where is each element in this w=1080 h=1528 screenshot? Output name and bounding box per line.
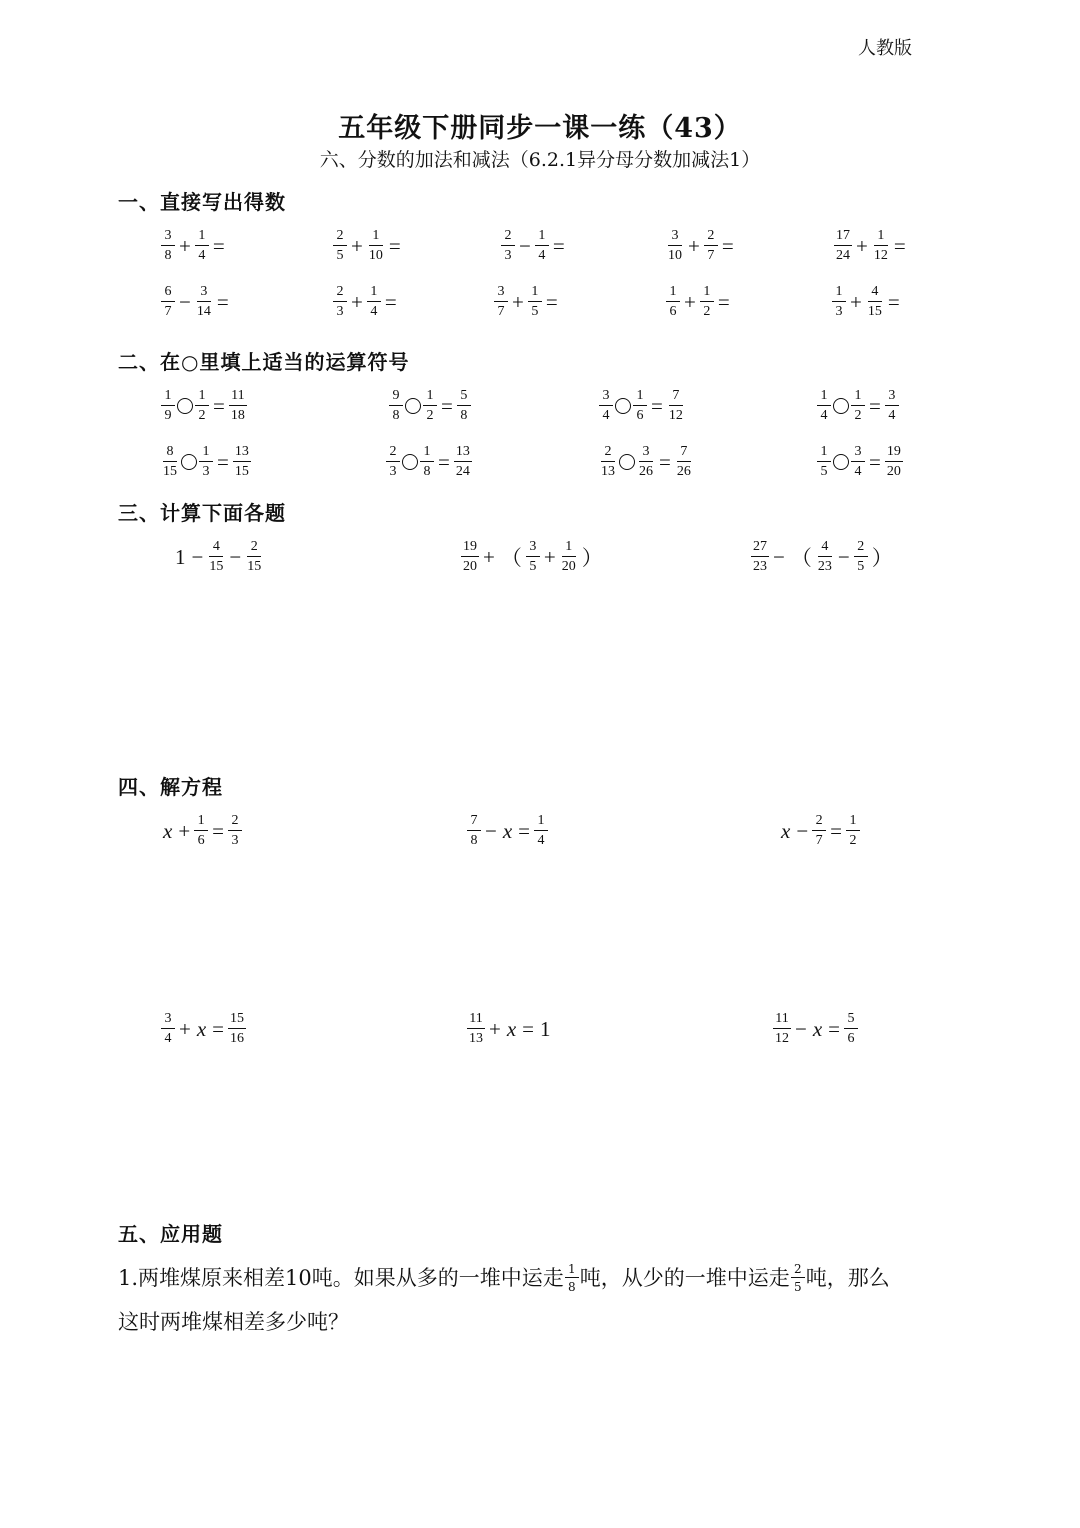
p2-r2-item3: $\frac{2}{13}$ $\frac{3}{26}$ = $\frac{7}{26}$ bbox=[601, 444, 691, 479]
fraction: $\frac{1}{2}$ bbox=[851, 389, 865, 423]
fraction: $\frac{1}{3}$ bbox=[832, 285, 846, 319]
equation-2: $\frac{7}{8}$ − x = $\frac{1}{4}$ bbox=[466, 814, 549, 848]
fraction: $\frac{7}{26}$ bbox=[676, 444, 691, 479]
fraction: $\frac{5}{6}$ bbox=[844, 1012, 858, 1046]
fraction: $\frac{2}{3}$ bbox=[228, 814, 242, 848]
fraction: $\frac{1}{6}$ bbox=[194, 814, 208, 848]
p1-r1-item1: $\frac{3}{8}$ + $\frac{1}{4}$ = bbox=[160, 229, 228, 263]
word-problem-line-1: 1.两堆煤原来相差10吨。如果从多的一堆中运走 $\frac{1}{8}$ 吨，从少的一堆中运走 $\frac{2}{5}$ 吨，那么 bbox=[118, 1262, 890, 1294]
word-problem-1 bbox=[118, 1256, 978, 1344]
p1-r1-item4: $\frac{3}{10}$ + $\frac{2}{7}$ = bbox=[668, 228, 734, 263]
fraction: $\frac{1}{8}$ bbox=[420, 445, 434, 479]
p1-r2-item4: $\frac{1}{6}$ + $\frac{1}{2}$ = bbox=[665, 285, 733, 319]
fraction: $\frac{1}{6}$ bbox=[633, 389, 647, 423]
fraction: $\frac{1}{2}$ bbox=[423, 389, 437, 423]
edition-label: 人教版 bbox=[858, 38, 912, 59]
equation-6: $\frac{11}{12}$ − x = $\frac{5}{6}$ bbox=[772, 1012, 859, 1046]
fraction: $\frac{4}{23}$ bbox=[817, 539, 832, 574]
fraction: $\frac{8}{15}$ bbox=[163, 444, 177, 479]
fraction: $\frac{17}{24}$ bbox=[836, 228, 850, 263]
fraction: $\frac{3}{5}$ bbox=[526, 540, 540, 574]
section-5-heading: 五、应用题 bbox=[118, 1222, 223, 1246]
p1-r1-item3: $\frac{2}{3}$ − $\frac{1}{4}$ = bbox=[500, 229, 568, 263]
fraction: $\frac{2}{3}$ bbox=[333, 285, 347, 319]
fraction: $\frac{2}{5}$ bbox=[854, 540, 868, 574]
fraction: $\frac{2}{7}$ bbox=[704, 229, 718, 263]
p3-item1: 1 − $\frac{4}{15}$ − $\frac{2}{15}$ bbox=[175, 539, 262, 574]
p2-r2-item4: $\frac{1}{5}$ $\frac{3}{4}$ = $\frac{19}{20}$ bbox=[816, 445, 904, 479]
operator-blank-circle[interactable] bbox=[619, 454, 635, 470]
fraction: $\frac{11}{13}$ bbox=[469, 1011, 483, 1046]
fraction: $\frac{3}{14}$ bbox=[196, 284, 211, 319]
p1-r2-item5: $\frac{1}{3}$ + $\frac{4}{15}$ = bbox=[831, 285, 903, 319]
fraction: $\frac{3}{8}$ bbox=[161, 229, 175, 263]
fraction: $\frac{1}{12}$ bbox=[873, 228, 888, 263]
p3-item3: $\frac{27}{23}$ − （ $\frac{4}{23}$ − $\frac{2}{5}$ ） bbox=[753, 539, 893, 574]
word-problem-line-2: 这时两堆煤相差多少吨？ bbox=[118, 1310, 349, 1334]
section-4-heading: 四、解方程 bbox=[118, 775, 223, 799]
fraction: $\frac{1}{2}$ bbox=[846, 814, 860, 848]
fraction: $\frac{2}{3}$ bbox=[386, 445, 400, 479]
fraction: $\frac{3}{26}$ bbox=[639, 444, 653, 479]
p2-r1-item1: $\frac{1}{9}$ $\frac{1}{2}$ = $\frac{11}{18}$ bbox=[160, 389, 248, 423]
operator-blank-circle[interactable] bbox=[833, 398, 849, 414]
p1-r2-item1: $\frac{6}{7}$ − $\frac{3}{14}$ = bbox=[160, 285, 232, 319]
fraction: $\frac{1}{5}$ bbox=[817, 445, 831, 479]
equation-5: $\frac{11}{13}$ + x = 1 bbox=[469, 1011, 551, 1046]
fraction: $\frac{4}{15}$ bbox=[209, 539, 224, 574]
equation-4: $\frac{3}{4}$ + x = $\frac{15}{16}$ bbox=[160, 1012, 247, 1046]
fraction: $\frac{1}{2}$ bbox=[195, 389, 209, 423]
fraction: $\frac{2}{7}$ bbox=[812, 814, 826, 848]
fraction: $\frac{4}{15}$ bbox=[867, 284, 882, 319]
fraction: $\frac{2}{3}$ bbox=[501, 229, 515, 263]
section-1-heading: 一、直接写出得数 bbox=[118, 190, 286, 214]
operator-blank-circle[interactable] bbox=[177, 398, 193, 414]
page-subtitle: 六、分数的加法和减法（6.2.1异分母分数加减法1） bbox=[319, 149, 761, 171]
fraction: $\frac{11}{12}$ bbox=[775, 1011, 789, 1046]
p2-r2-item2: $\frac{2}{3}$ $\frac{1}{8}$ = $\frac{13}{24}$ bbox=[385, 445, 473, 479]
fraction: $\frac{3}{4}$ bbox=[885, 389, 899, 423]
fraction: $\frac{3}{10}$ bbox=[668, 228, 682, 263]
fraction: $\frac{3}{4}$ bbox=[851, 445, 865, 479]
fraction: $\frac{1}{2}$ bbox=[700, 285, 714, 319]
fraction: $\frac{1}{4}$ bbox=[535, 229, 549, 263]
p2-r1-item3: $\frac{3}{4}$ $\frac{1}{6}$ = $\frac{7}{12}$ bbox=[598, 389, 686, 423]
p3-item2: $\frac{19}{20}$ + （ $\frac{3}{5}$ + $\frac{1}{20}$ ） bbox=[463, 539, 603, 574]
equation-1: x + $\frac{1}{6}$ = $\frac{2}{3}$ bbox=[160, 814, 243, 848]
fraction: $\frac{2}{13}$ bbox=[601, 444, 615, 479]
fraction: $\frac{6}{7}$ bbox=[161, 285, 175, 319]
fraction: $\frac{2}{15}$ bbox=[247, 539, 262, 574]
fraction: $\frac{7}{8}$ bbox=[467, 814, 481, 848]
fraction: $\frac{3}{4}$ bbox=[161, 1012, 175, 1046]
fraction: $\frac{3}{4}$ bbox=[599, 389, 613, 423]
fraction: $\frac{19}{20}$ bbox=[463, 539, 477, 574]
fraction: $\frac{2}{5}$ bbox=[333, 229, 347, 263]
equation-3: x − $\frac{2}{7}$ = $\frac{1}{2}$ bbox=[778, 814, 861, 848]
fraction: $\frac{1}{4}$ bbox=[534, 814, 548, 848]
fraction: $\frac{2}{5}$ bbox=[791, 1263, 805, 1293]
fraction: $\frac{1}{8}$ bbox=[565, 1263, 579, 1293]
fraction: $\frac{1}{20}$ bbox=[561, 539, 576, 574]
fraction: $\frac{1}{10}$ bbox=[368, 228, 383, 263]
p2-r1-item2: $\frac{9}{8}$ $\frac{1}{2}$ = $\frac{5}{8}$ bbox=[388, 389, 472, 423]
operator-blank-circle[interactable] bbox=[615, 398, 631, 414]
operator-blank-circle[interactable] bbox=[833, 454, 849, 470]
fraction: $\frac{1}{3}$ bbox=[199, 445, 213, 479]
p1-r1-item2: $\frac{2}{5}$ + $\frac{1}{10}$ = bbox=[332, 229, 404, 263]
fraction: $\frac{1}{9}$ bbox=[161, 389, 175, 423]
fraction: $\frac{7}{12}$ bbox=[668, 388, 683, 423]
p1-r2-item2: $\frac{2}{3}$ + $\frac{1}{4}$ = bbox=[332, 285, 400, 319]
p2-r1-item4: $\frac{1}{4}$ $\frac{1}{2}$ = $\frac{3}{4}$ bbox=[816, 389, 900, 423]
fraction: $\frac{19}{20}$ bbox=[886, 444, 901, 479]
fraction: $\frac{13}{24}$ bbox=[455, 444, 470, 479]
operator-blank-circle[interactable] bbox=[181, 454, 197, 470]
fraction: $\frac{1}{4}$ bbox=[367, 285, 381, 319]
page-title: 五年级下册同步一课一练（43） bbox=[338, 113, 742, 144]
p1-r2-item3: $\frac{3}{7}$ + $\frac{1}{5}$ = bbox=[493, 285, 561, 319]
fraction: $\frac{1}{4}$ bbox=[195, 229, 209, 263]
fraction: $\frac{15}{16}$ bbox=[230, 1011, 245, 1046]
section-3-heading: 三、计算下面各题 bbox=[118, 501, 286, 525]
fraction: $\frac{1}{6}$ bbox=[666, 285, 680, 319]
fraction: $\frac{1}{5}$ bbox=[528, 285, 542, 319]
fraction: $\frac{11}{18}$ bbox=[230, 388, 245, 423]
fraction: $\frac{5}{8}$ bbox=[457, 389, 471, 423]
fraction: $\frac{1}{4}$ bbox=[817, 389, 831, 423]
p1-r1-item5: $\frac{17}{24}$ + $\frac{1}{12}$ = bbox=[836, 228, 906, 263]
fraction: $\frac{9}{8}$ bbox=[389, 389, 403, 423]
operator-blank-circle[interactable] bbox=[402, 454, 418, 470]
fraction: $\frac{3}{7}$ bbox=[494, 285, 508, 319]
section-2-heading: 二、在○里填上适当的运算符号 bbox=[118, 350, 410, 374]
operator-blank-circle[interactable] bbox=[405, 398, 421, 414]
p2-r2-item1: $\frac{8}{15}$ $\frac{1}{3}$ = $\frac{13}{15}$ bbox=[163, 444, 249, 479]
fraction: $\frac{27}{23}$ bbox=[753, 539, 767, 574]
fraction: $\frac{13}{15}$ bbox=[234, 444, 249, 479]
